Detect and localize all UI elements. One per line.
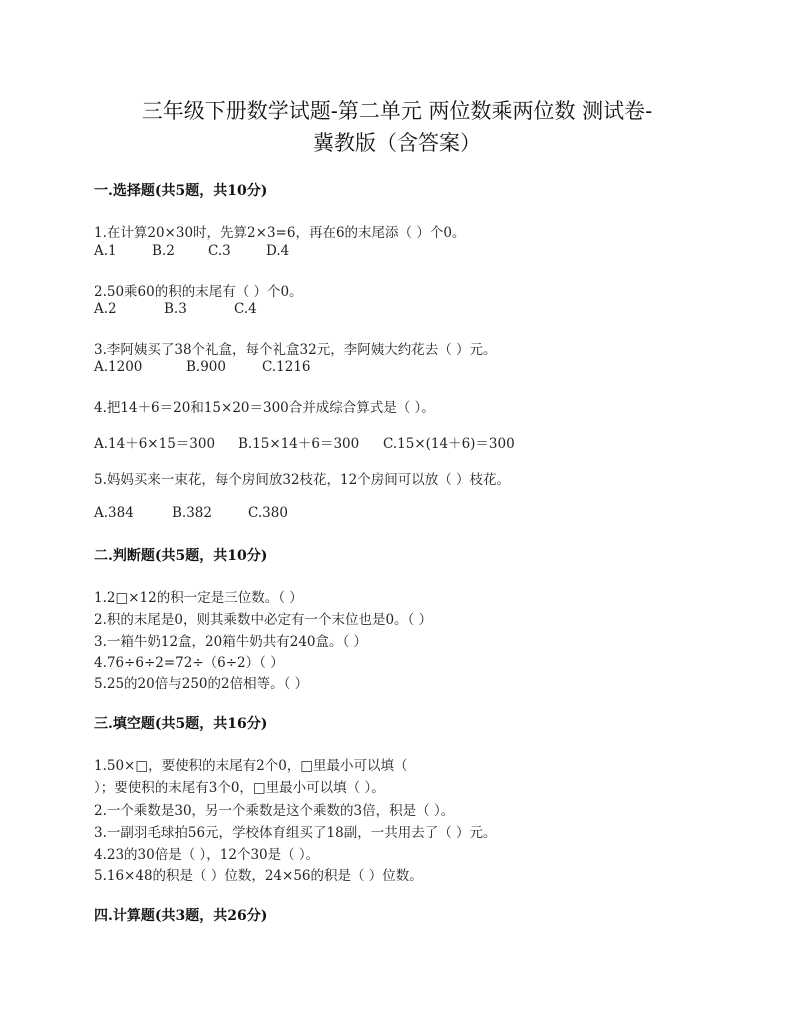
option-a: A.1200 (94, 359, 143, 375)
question-options (94, 432, 515, 452)
question-options (94, 505, 288, 521)
question-options (94, 301, 257, 317)
fill-item: 3.一副羽毛球拍56元，学校体育组买了18副，一共用去了（ ）元。 (94, 825, 497, 841)
fill-item: 4.23的30倍是（ ），12个30是（ ）。 (94, 847, 320, 863)
judge-item: 2.积的末尾是0，则其乘数中必定有一个末位也是0。（ ） (94, 612, 433, 628)
question-text: 4.把14＋6＝20和15×20＝300合并成综合算式是（ ）。 (94, 400, 435, 416)
option-c: C.1216 (262, 359, 311, 375)
option-c: C.15×(14＋6)＝300 (383, 436, 515, 452)
question-text: 5.妈妈买来一束花，每个房间放32枝花，12个房间可以放（ ）枝花。 (94, 472, 511, 488)
option-a: A.384 (94, 505, 134, 521)
question-options (94, 243, 289, 259)
section-heading-fill: 三.填空题(共5题，共16分) (94, 716, 268, 732)
section-heading-choice: 一.选择题(共5题，共10分) (94, 183, 268, 199)
judge-item: 5.25的20倍与250的2倍相等。（ ） (94, 676, 309, 692)
judge-item: 1.2□×12的积一定是三位数。（ ） (94, 590, 303, 606)
judge-item: 4.76÷6÷2=72÷（6÷2）（ ） (94, 655, 284, 671)
fill-item: 5.16×48的积是（ ）位数，24×56的积是（ ）位数。 (94, 868, 423, 884)
fill-item: ）；要使积的末尾有3个0，□里最小可以填（ ）。 (94, 780, 385, 796)
fill-item: 2.一个乘数是30，另一个乘数是这个乘数的3倍，积是（ ）。 (94, 803, 455, 819)
judge-item: 3.一箱牛奶12盒，20箱牛奶共有240盒。（ ） (94, 634, 368, 650)
question-text: 3.李阿姨买了38个礼盒，每个礼盒32元，李阿姨大约花去（ ）元。 (94, 342, 497, 358)
fill-item: 1.50×□，要使积的末尾有2个0，□里最小可以填（ (94, 758, 408, 774)
option-b: B.2 (152, 243, 175, 259)
question-options (94, 359, 311, 375)
option-a: A.14＋6×15＝300 (94, 436, 216, 452)
option-a: A.1 (94, 243, 117, 259)
option-c: C.380 (248, 505, 288, 521)
section-heading-calc: 四.计算题(共3题，共26分) (94, 908, 268, 924)
document-title-line-2: 冀教版（含答案） (313, 131, 481, 155)
question-text: 2.50乘60的积的末尾有（ ）个0。 (94, 284, 303, 300)
section-heading-judge: 二.判断题(共5题，共10分) (94, 548, 268, 564)
option-c: C.4 (234, 301, 257, 317)
option-b: B.3 (164, 301, 187, 317)
option-d: D.4 (266, 243, 290, 259)
option-a: A.2 (94, 301, 117, 317)
document-title-line-1: 三年级下册数学试题-第二单元 两位数乘两位数 测试卷- (141, 99, 653, 123)
option-b: B.382 (172, 505, 212, 521)
option-b: B.900 (186, 359, 226, 375)
option-b: B.15×14＋6＝300 (238, 436, 360, 452)
option-c: C.3 (208, 243, 231, 259)
question-text: 1.在计算20×30时，先算2×3=6，再在6的末尾添（ ）个0。 (94, 225, 466, 241)
